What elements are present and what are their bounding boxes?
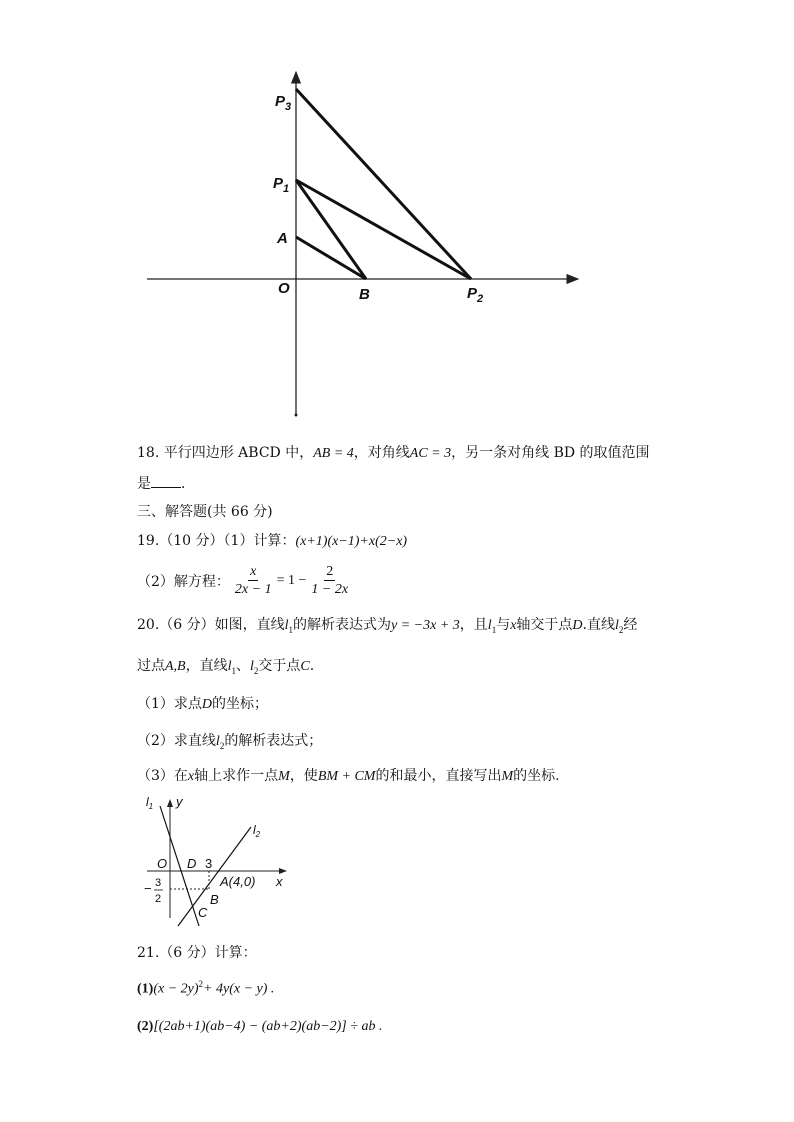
question-20-line1: 20.（6 分）如图，直线$l_1$的解析表达式为y = −3x + 3，且$l_1$与x轴交于点D.直线$l_2$经	[137, 617, 638, 635]
label-frac-den: 2	[155, 893, 162, 905]
label-a: A(4,0)	[220, 874, 256, 889]
label-c: C	[198, 905, 208, 920]
label-a: A	[277, 230, 288, 247]
label-p3: $P_3$	[275, 93, 292, 113]
label-l2: $l_2$	[253, 823, 261, 839]
question-18-line1: 18. 平行四边形 ABCD 中，AB = 4，对角线AC = 3，另一条对角线 BD 的取值范围	[137, 445, 650, 461]
question-21-part1: $(1)(x - 2y)^2+ 4y(x - y)$ .	[137, 979, 275, 997]
label-p1: $P_1$	[273, 175, 290, 195]
question-20-line2: 过点A,B，直线$l_1$、$l_2$交于点C.	[137, 658, 315, 676]
question-20-sub2: （2）求直线$l_2$的解析表达式；	[137, 733, 323, 751]
question-21-header: 21.（6 分）计算：	[137, 945, 257, 961]
label-d: D	[187, 856, 197, 871]
label-o: O	[157, 856, 168, 871]
question-18-line2: 是 .	[137, 476, 186, 492]
question-19-line1: 19.（10 分）（1）计算：(x+1)(x−1)+x(2−x)	[137, 533, 408, 549]
label-l1: $l_1$	[146, 795, 154, 811]
fraction-2-over-1-2x: $\frac{2}{1 - 2x}$	[311, 564, 349, 597]
label-frac-num: 3	[155, 877, 162, 889]
label-b: B	[210, 892, 219, 907]
question-number: 18.	[137, 445, 160, 461]
question-20-sub3: （3）在x轴上求作一点M，使BM + CM的和最小，直接写出M的坐标.	[137, 768, 560, 784]
label-o: O	[278, 280, 290, 297]
label-p2: $P_2$	[467, 285, 484, 305]
question-19-line2: （2）解方程： $\frac{x}{2x - 1}$ = 1 − $\frac{2}{1 - 2x}$	[137, 564, 349, 597]
question-21-part2: (2)[(2ab+1)(ab−4) − (ab+2)(ab−2)] ÷ ab .	[137, 1019, 383, 1034]
label-y: y	[176, 794, 183, 809]
label-b: B	[359, 286, 370, 303]
section-header: 三、解答题(共 66 分)	[137, 504, 273, 520]
label-three: 3	[205, 856, 213, 871]
label-neg: −	[144, 881, 152, 896]
label-x: x	[276, 874, 283, 889]
fraction-x-over-2x-1: $\frac{x}{2x - 1}$	[234, 564, 272, 597]
question-20-sub1: （1）求点D的坐标；	[137, 696, 269, 712]
